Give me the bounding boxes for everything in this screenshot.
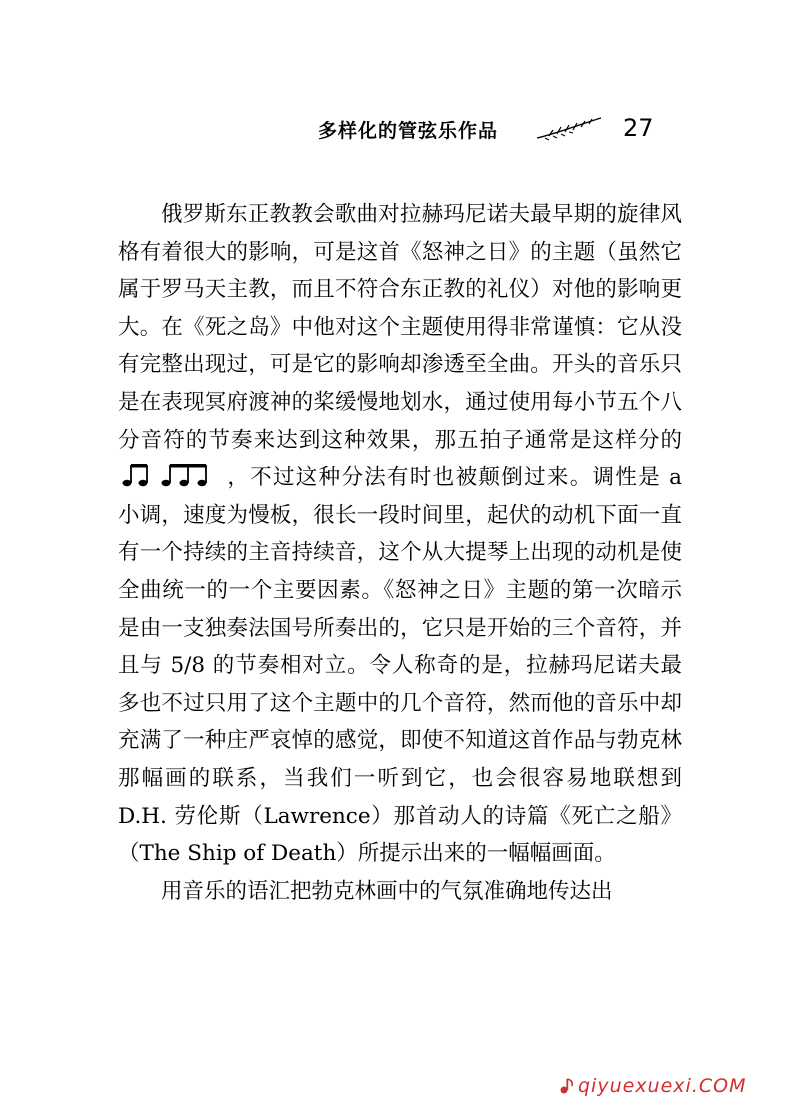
paragraph-2: 用音乐的语汇把勃克林画中的气氛准确地传达出	[161, 878, 613, 904]
site-watermark	[558, 1075, 794, 1105]
music-note-logo-icon	[558, 1077, 576, 1095]
quill-ornament-icon	[535, 116, 605, 142]
paragraph-1	[118, 196, 682, 873]
page-number: 27	[623, 114, 654, 142]
rhythm-notation-icon	[122, 462, 222, 488]
chapter-title: 多样化的管弦乐作品	[318, 120, 499, 142]
watermark-text: qiyuexuexi.COM	[578, 1075, 747, 1097]
paragraph-1-text-b: ，不过这种分法有时也被颠倒过来。调性是 a 小调，速度为慢板，很长一段时间里，起伏的动机下面一直有一个持续的主音持续音，这个从大提琴上出现的动机是使全曲统一的一个主要因素。《怒神之日》主题的第一次暗示是由一支独奏法国号所奏出的，它只是开始的三个音符，并且与 5/8 的节奏相对立。令人称奇的是，拉赫玛尼诺夫最多也不过只用了这个主题中的几个音符，然而他的音乐中却充满了一种庄严哀悼的感觉，即使不知道这首作品与勃克林那幅画的联系，当我们一听到它，也会很容易地联想到 D.H. 劳伦斯（Lawrence）那首动人的诗篇《死亡之船》（The Ship of Death）所提示出来的一幅幅画面。	[118, 465, 682, 867]
body-text	[118, 196, 682, 910]
paragraph-1-text-a: 俄罗斯东正教教会歌曲对拉赫玛尼诺夫最早期的旋律风格有着很大的影响，可是这首《怒神之日》的主题（虽然它属于罗马天主教，而且不符合东正教的礼仪）对他的影响更大。在《死之岛》中他对这个主题使用得非常谨慎：它从没有完整出现过，可是它的影响却渗透至全曲。开头的音乐只是在表现冥府渡神的桨缓慢地划水，通过使用每小节五个八分音符的节奏来达到这种效果，那五拍子通常是这样分的	[118, 202, 682, 453]
running-header	[318, 112, 678, 148]
